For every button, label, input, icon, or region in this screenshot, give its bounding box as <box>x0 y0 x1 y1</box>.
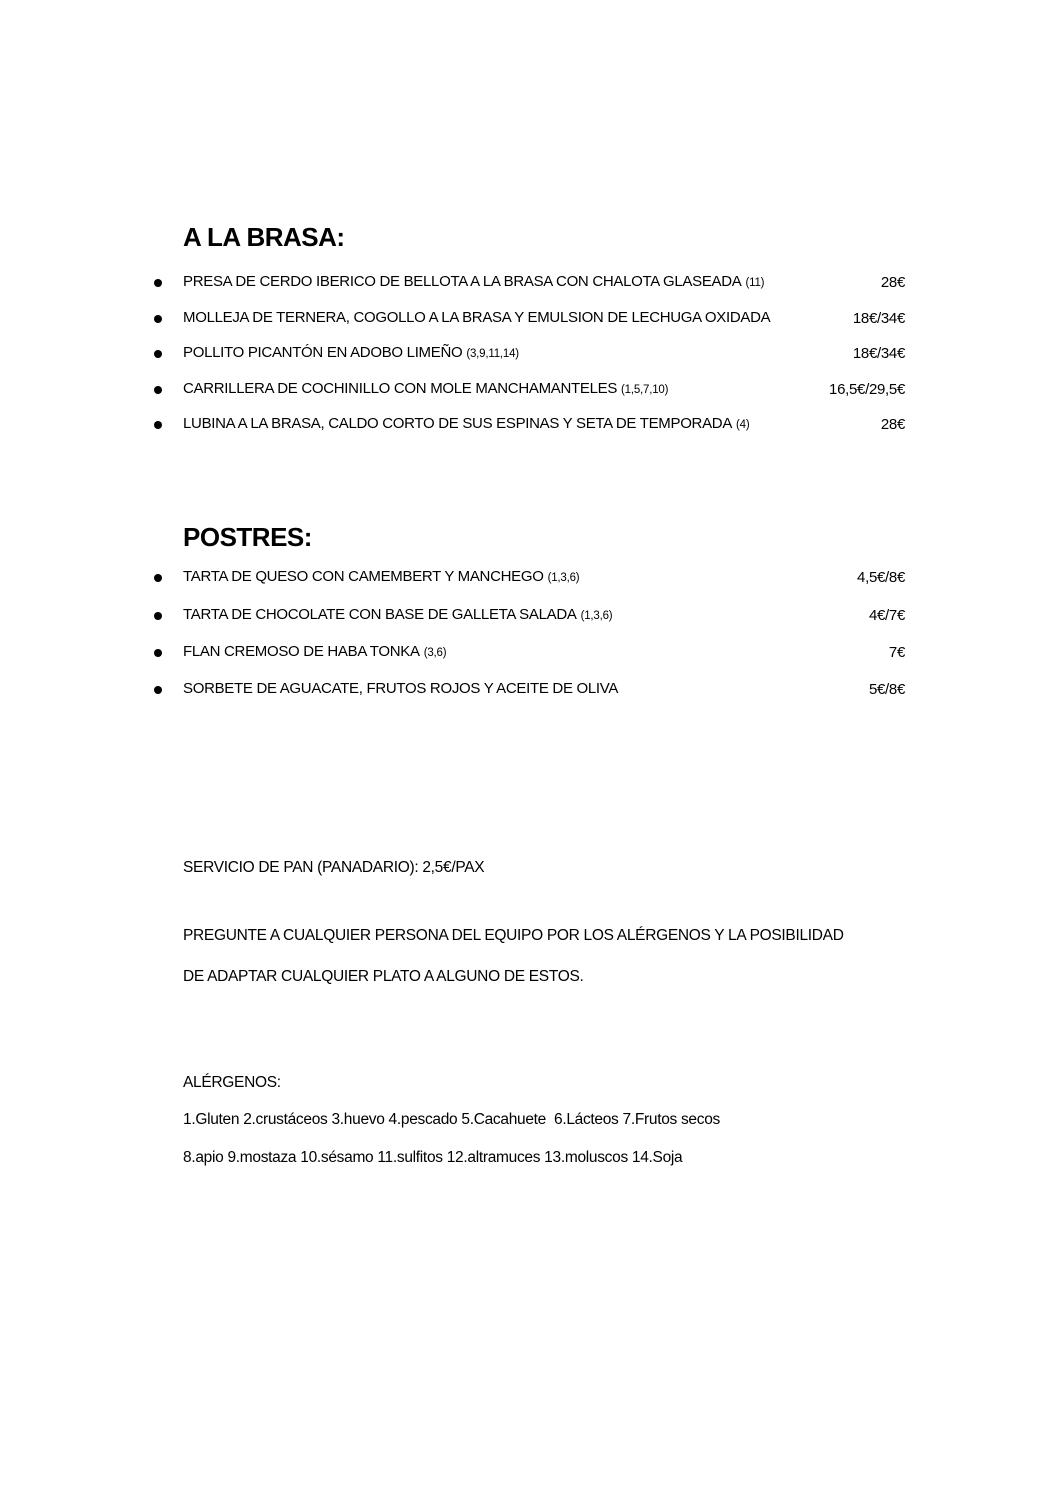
menu-item-price: 18€/34€ <box>852 309 905 327</box>
allergen-numbers: (11) <box>745 277 765 289</box>
allergen-numbers: (1,3,6) <box>547 572 580 584</box>
allergens-heading: ALÉRGENOS: <box>183 1074 281 1091</box>
menu-item-name: FLAN CREMOSO DE HABA TONKA (3,6) <box>183 643 447 660</box>
menu-item-price: 28€ <box>880 415 905 433</box>
allergen-numbers: (3,6) <box>423 647 447 659</box>
menu-item-name: SORBETE DE AGUACATE, FRUTOS ROJOS Y ACEITE DE OLIVA <box>183 680 619 697</box>
allergens-list-line-2: 8.apio 9.mostaza 10.sésamo 11.sulfitos 12.altramuces 13.moluscos 14.Soja <box>183 1149 683 1166</box>
menu-item-price: 16,5€/29,5€ <box>829 380 905 398</box>
menu-item-name: MOLLEJA DE TERNERA, COGOLLO A LA BRASA Y EMULSION DE LECHUGA OXIDADA <box>183 309 771 326</box>
bullet-icon <box>154 315 162 323</box>
section-heading-a-la-brasa: A LA BRASA: <box>183 222 345 252</box>
bullet-icon <box>154 686 162 694</box>
allergen-numbers: (3,9,11,14) <box>466 348 519 360</box>
bread-service-note: SERVICIO DE PAN (PANADARIO): 2,5€/PAX <box>183 859 485 876</box>
menu-item-row <box>154 680 905 699</box>
menu-item-row <box>154 309 905 328</box>
menu-item-name: LUBINA A LA BRASA, CALDO CORTO DE SUS ESPINAS Y SETA DE TEMPORADA (4) <box>183 415 750 432</box>
bullet-icon <box>154 649 162 657</box>
menu-item-price: 18€/34€ <box>852 344 905 362</box>
menu-item-row <box>154 568 905 587</box>
menu-item-row <box>154 643 905 662</box>
menu-item-price: 7€ <box>888 643 905 661</box>
allergens-list-line-1: 1.Gluten 2.crustáceos 3.huevo 4.pescado 5.Cacahuete 6.Lácteos 7.Frutos secos <box>183 1111 720 1128</box>
menu-item-row <box>154 415 905 434</box>
menu-item-name: TARTA DE QUESO CON CAMEMBERT Y MANCHEGO (1,3,6) <box>183 568 580 585</box>
allergen-numbers: (1,5,7,10) <box>621 384 669 396</box>
bullet-icon <box>154 279 162 287</box>
menu-item-name: POLLITO PICANTÓN EN ADOBO LIMEÑO (3,9,11,14) <box>183 344 519 361</box>
menu-item-row <box>154 344 905 363</box>
menu-item-name: PRESA DE CERDO IBERICO DE BELLOTA A LA BRASA CON CHALOTA GLASEADA (11) <box>183 273 765 290</box>
allergen-numbers: (4) <box>736 419 750 431</box>
bullet-icon <box>154 386 162 394</box>
menu-item-row <box>154 606 905 625</box>
menu-item-price: 5€/8€ <box>868 680 905 698</box>
bullet-icon <box>154 612 162 620</box>
menu-item-name: CARRILLERA DE COCHINILLO CON MOLE MANCHAMANTELES (1,5,7,10) <box>183 380 669 397</box>
menu-item-price: 28€ <box>880 273 905 291</box>
section-heading-postres: POSTRES: <box>183 522 312 552</box>
menu-item-row <box>154 380 905 399</box>
allergen-notice-line-2: DE ADAPTAR CUALQUIER PLATO A ALGUNO DE ESTOS. <box>183 968 584 985</box>
allergen-numbers: (1,3,6) <box>580 610 613 622</box>
bullet-icon <box>154 421 162 429</box>
menu-item-price: 4€/7€ <box>868 606 905 624</box>
menu-item-row <box>154 273 905 292</box>
menu-item-name: TARTA DE CHOCOLATE CON BASE DE GALLETA SALADA (1,3,6) <box>183 606 613 623</box>
allergen-notice-line-1: PREGUNTE A CUALQUIER PERSONA DEL EQUIPO POR LOS ALÉRGENOS Y LA POSIBILIDAD <box>183 927 844 944</box>
menu-item-price: 4,5€/8€ <box>857 568 905 586</box>
bullet-icon <box>154 350 162 358</box>
bullet-icon <box>154 574 162 582</box>
